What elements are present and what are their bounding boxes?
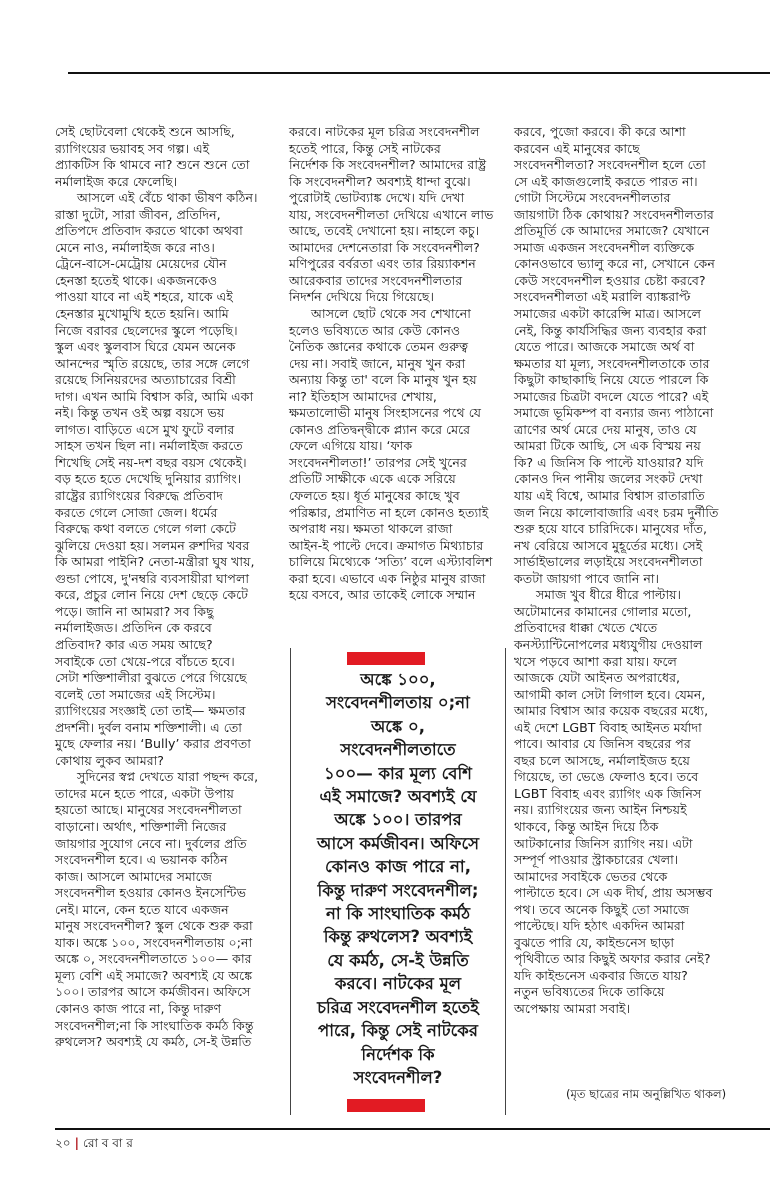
text-line: সাহস তখন ছিল না। নর্মালাইজ করতে [55,438,243,454]
text-line: আসলে ছোট থেকে সব শেখানো [311,306,471,322]
text-line: গোটা সিস্টেমে সংবেদনশীলতার [514,190,671,206]
pull-quote-box [290,648,506,1115]
text-line: র‍্যাগিংয়ের ভয়াবহ সব গল্প। এই [55,140,210,156]
text-line: পাবে। আবার যে জিনিস বছরের পর [514,736,691,752]
text-line: কি আমরা পাইনি? নেতা-মন্ত্রীরা ঘুষ খায়, [55,554,255,570]
text-line: কোনও প্রতিদ্বন্দ্বীকে প্ল্যান করে মেরে [289,421,471,437]
text-line: করবে, পুজো করবে। কী করে আশা [514,124,686,139]
text-line: সমাজের চিত্রটা বদলে যেতে পারে? এই [514,388,709,404]
text-line: নির্দেশক কি সংবেদনশীল? আমাদের রাষ্ট্র [289,157,487,173]
text-line: রাষ্ট্রের র‍্যাগিংয়ের বিরুদ্ধে প্রতিবাদ [55,488,223,504]
text-line: লাগত। বাড়িতে এসে মুখ ফুটে বলার [55,421,235,437]
text-line: মণিপুরের বর্বরতা এবং তার রিয়্যাকশন [289,256,476,272]
text-line: প্র্যাকটিস কি থামবে না? শুনে শুনে তো [55,157,250,173]
text-line: ট্রেনে-বাসে-মেট্রোয় মেয়েদের যৌন [55,256,227,272]
text-line: আমার বিশ্বাস আর কয়েক বছরের মধ্যে, [514,703,709,719]
text-line: ফেলতে হয়। ধূর্ত মানুষের কাছে খুব [289,488,460,504]
pull-quote-line: যে কর্মঠ, সে-ই উন্নতি [327,950,469,970]
text-line: কিছুটা কাছাকাছি নিয়ে যেতে পারলে কি [514,372,709,388]
text-line: আইন-ই পাল্টে দেবে। ক্রমাগত মিথ্যাচার [289,537,484,553]
text-line: সংবেদনশীল হওয়ার কোনও ইনসেন্টিভ [55,885,246,901]
pull-quote-line: সংবেদনশীল? [353,1067,443,1087]
text-line: পাওয়া যাবে না এই শহরে, যাকে এই [55,289,233,305]
text-line: পরিষ্কার, প্রমাণিত না হলে কোনও হত্যাই [289,504,489,520]
text-line: আজকে যেটা আইনত অপরাধের, [514,670,681,686]
text-line: করবে। নাটকের মূল চরিত্র সংবেদনশীল [289,124,480,139]
text-line: কোনও দিন পানীয় জলের সংকট দেখা [514,471,703,487]
text-line: নেই। মানে, কেন হতে যাবে একজন [55,901,229,917]
text-line: আসলে এই বেঁচে থাকা ভীষণ কঠিন। [77,190,258,206]
text-line: নই। কিন্তু তখন ওই অল্প বয়সে ভয় [55,405,225,421]
text-line: ত্রাণের অর্থ মেরে দেয় মানুষ, তাও যে [514,421,697,437]
text-line: আগামী কাল সেটা লিগাল হবে। যেমন, [514,686,706,702]
text-line: পথ। তবে অনেক কিছুই তো সমাজে [514,901,690,917]
text-line: কি? এ জিনিস কি পাল্টে যাওয়ার? যদি [514,454,704,470]
text-line: পাল্টেছে। যদি হঠাৎ একদিন আমরা [514,918,685,934]
pull-quote-bottom-bar [347,1099,425,1112]
text-line: মুছে ফেলার নয়। ‘Bully’ করার প্রবণতা [55,736,251,752]
text-line: হেনস্তা হতেই থাকে। একজনকেও [55,272,218,288]
text-line: চালিয়ে মিথ্যেকে ‘সত্যি’ বলে এস্ট্যাবলিশ [289,554,493,570]
pull-quote-line: অঙ্কে ০, [371,716,425,736]
text-line: করবেন এই মানুষের কাছে [514,140,640,156]
text-line: নতুন ভবিষ্যতের দিকে তাকিয়ে [514,984,665,1000]
page-footer [55,1135,133,1155]
top-rule [68,72,770,74]
text-line: সমাজ একজন সংবেদনশীল ব্যক্তিকে [514,239,695,255]
text-line: নেই, কিন্তু কার্যসিদ্ধির জন্য ব্যবহার করা [514,322,707,338]
text-line: শিখেছি সেই নয়-দশ বছর বয়স থেকেই। [55,454,247,470]
text-line: ১০০। তারপর আসে কর্মজীবন। অফিসে [55,984,251,1000]
text-line: সবাইকে তো খেয়ে-পরে বাঁচতে হবে। [55,653,235,669]
text-line: যায়, সংবেদনশীলতা দেখিয়ে এখানে লাভ [289,206,494,222]
publication-name: রো ব বা র [83,1136,133,1150]
text-line: নর্মালাইজড। প্রতিদিন কে করবে [55,620,212,636]
text-line: রাস্তা দুটো, সারা জীবন, প্রতিদিন, [55,206,221,222]
text-line: আমাদের দেশনেতারা কি সংবেদনশীল? [289,239,480,255]
text-line: গিয়েছে, তা ভেঙে ফেলাও হবে। তবে [514,769,699,785]
text-line: অঙ্কে ০, সংবেদনশীলতাতে ১০০— কার [55,951,252,967]
text-line: কি সংবেদনশীল? অবশ্যই ধান্দা বুঝে। [289,173,471,189]
text-line: করে, প্রচুর লোন নিয়ে দেশ ছেড়ে কেটে [55,587,249,603]
pull-quote-line: করবে। নাটকের মূল [334,974,462,994]
text-line: বছর চলে আসছে, নর্মালাইজড হয়ে [514,752,690,768]
text-line: করা হবে। এভাবে এক নিষ্ঠুর মানুষ রাজা [289,570,486,586]
pull-quote-line: নির্দেশক কি [361,1044,435,1064]
text-line: থাকবে, কিন্তু আইন দিয়ে ঠিক [514,818,659,834]
text-line: সংবেদনশীল;না কি সাংঘাতিক কর্মঠ কিন্তু [55,1017,254,1033]
pull-quote-line: এই সমাজে? অবশ্যই যে [319,787,477,807]
text-line: হলেও ভবিষ্যতে আর কেউ কোনও [289,322,461,338]
text-line: হেনস্তার মুখোমুখি হতে হয়নি। আমি [55,306,229,322]
text-line: বলেই তো সমাজের এই সিস্টেম। [55,686,216,702]
article-credit-note: (মৃত ছাত্রের নাম অনুল্লিখিত থাকল) [566,1087,727,1101]
text-line: পৃথিবীতে আর কিছুই অফার করার নেই? [514,951,711,967]
text-line: সমাজ খুব ধীরে ধীরে পাল্টায়। [536,587,682,603]
text-line: সে এই কাজগুলোই করতে পারত না। [514,173,698,189]
pull-quote-line: কিন্তু রুথলেস? অবশ্যই [323,927,473,947]
text-line: নিজে বরাবর ছেলেদের স্কুলে পড়েছি। [55,322,238,338]
article-column-2 [289,124,509,604]
text-line: সার্ভাইভালের লড়াইয়ে সংবেদনশীলতা [514,554,703,570]
text-line: অপরাধ নয়। ক্ষমতা থাকলে রাজা [289,521,453,537]
pull-quote-line: ১০০— কার মূল্য বেশি [324,763,472,783]
text-line: সম্পূর্ণ পাওয়ার স্ট্রাকচারের খেলা। [514,852,679,868]
text-line: যদি কাইন্ডনেস একবার জিতে যায়? [514,967,688,983]
text-line: পাল্টাতে হবে। সে এক দীর্ঘ, প্রায় অসম্ভব [514,885,713,901]
text-line: কোনও কাজ পারে না, কিন্তু দারুণ [55,1000,222,1016]
footer-separator: | [74,1136,79,1150]
text-line: প্রতিমূর্তি কে আমাদের সমাজে? যেখানে [514,223,710,239]
text-line: বিরুদ্ধে কথা বলতে গেলে গলা কেটে [55,521,237,537]
pull-quote-line: আসে কর্মজীবন। অফিসে [317,833,479,853]
text-line: ক্ষমতালোভী মানুষ সিংহাসনের পথে যে [289,405,482,421]
text-line: ক্ষমতার যা মূল্য, সংবেদনশীলতাকে তার [514,355,710,371]
text-line: সংবেদনশীলতা!’ তারপর সেই খুনের [289,454,467,470]
text-line: সেটা শক্তিশালীরা বুঝতে পেরে গিয়েছে [55,670,247,686]
pull-quote-line: চরিত্র সংবেদনশীল হতেই [317,997,479,1017]
text-line: অটোমানের কামানের গোলার মতো, [514,603,692,619]
pull-quote-top-bar [347,652,425,665]
text-line: নর্মালাইজ করে ফেলেছি। [55,173,178,189]
text-line: প্রতিপদে প্রতিবাদ করতে থাকো অথবা [55,223,243,239]
text-line: কতটা জায়গা পাবে জানি না। [514,570,660,586]
article-column-3 [514,124,742,1018]
text-line: অপেক্ষায় আমরা সবাই। [514,1000,631,1016]
text-line: সুদিনের স্বপ্ন দেখতে যারা পছন্দ করে, [77,769,259,785]
text-line: জায়গার সুযোগ নেবে না। দুর্বলের প্রতি [55,835,247,851]
text-line: দেয় না। সবাই জানে, মানুষ খুন করা [289,355,466,371]
pull-quote-text [291,668,505,1089]
text-line: যাক। অঙ্কে ১০০, সংবেদনশীলতায় ০;না [55,934,253,950]
text-line: কোনওভাবে ভ্যালু করে না, সেখানে কেন [514,256,715,272]
text-line: জায়গাটা ঠিক কোথায়? সংবেদনশীলতার [514,206,714,222]
bottom-rule [55,1128,770,1130]
text-line: সংবেদনশীল হবে। এ ভয়ানক কঠিন [55,852,228,868]
text-line: কেউ সংবেদনশীল হওয়ার চেষ্টা করবে? [514,272,706,288]
text-line: হতেই পারে, কিন্তু সেই নাটকের [289,140,441,156]
text-line: রুথলেস? অবশ্যই যে কর্মঠ, সে-ই উন্নতি [55,1034,252,1050]
text-line: আরেকবার তাদের সংবেদনশীলতার [289,272,463,288]
text-line: জল নিয়ে কালোবাজারি এবং চরম দুর্নীতি [514,504,719,520]
text-line: প্রতিবাদের ধাক্কা খেতে খেতে [514,620,658,636]
text-line: করতে গেলে সোজা জেল। ধর্মের [55,504,218,520]
text-line: সমাজের একটা কারেন্সি মাত্র। আসলে [514,306,701,322]
article-column-1 [55,124,283,1051]
text-line: যেতে পারে। আজকে সমাজে অর্থ বা [514,339,695,355]
text-line: মূল্য বেশি এই সমাজে? অবশ্যই যে অঙ্কে [55,967,253,983]
text-line: আমাদের সবাইকে ভেতর থেকে [514,868,668,884]
text-line: সংবেদনশীলতা? সংবেদনশীল হলে তো [514,157,706,173]
text-line: র‍্যাগিংয়ের সংজ্ঞাই তো তাই— ক্ষমতার [55,703,246,719]
text-line: আনন্দের স্মৃতি রয়েছে, তার সঙ্গে লেগে [55,355,250,371]
text-line: না? ইতিহাস আমাদের শেখায়, [289,388,437,404]
text-line: আছে, তবেই দেখানো হয়। নাহলে কচু। [289,223,480,239]
text-line: সমাজে ভূমিকম্প বা বন্যার জন্য পাঠানো [514,405,714,421]
text-line: কনস্ট্যান্টিনোপলের মধ্যযুগীয় দেওয়াল [514,636,703,652]
text-line: প্রদর্শনী। দুর্বল বনাম শক্তিশালী। এ তো [55,719,242,735]
text-line: LGBT বিবাহ এবং র‍্যাগিং এক জিনিস [514,785,702,801]
text-line: পুরোটাই ভোটব্যাঙ্ক দেখে। যদি দেখা [289,190,465,206]
text-line: মানুষ সংবেদনশীল? স্কুল থেকে শুরু করা [55,918,253,934]
text-line: দাগ। এখন আমি বিশ্বাস করি, আমি একা [55,388,254,404]
text-line: বড় হতে হতে দেখেছি দুনিয়ার র‍্যাগিং। [55,471,242,487]
text-line: নৈতিক জ্ঞানের কথাকে তেমন গুরুত্ব [289,339,469,355]
text-line: নয়। র‍্যাগিংয়ের জন্য আইন নিশ্চয়ই [514,802,687,818]
text-line: শুরু হয়ে যাবে চারিদিকে। মানুষের দাঁত, [514,521,707,537]
text-line: রয়েছে সিনিয়রদের অত্যাচারের বিশ্রী [55,372,236,388]
text-line: প্রতিটি সাক্ষীকে একে একে সরিয়ে [289,471,456,487]
text-line: পড়ে। জানি না আমরা? সব কিছু [55,603,214,619]
pull-quote-line: কিন্তু দারুণ সংবেদনশীল; [317,880,479,900]
text-line: কোথায় লুকব আমরা? [55,752,164,768]
text-line: আটকানোর জিনিস র‍্যাগিং নয়। এটা [514,835,693,851]
text-line: স্কুল এবং স্কুলবাস ঘিরে যেমন অনেক [55,339,236,355]
text-line: প্রতিবাদ? কার এত সময় আছে? [55,636,213,652]
text-line: বাড়ানো। অর্থাৎ, শক্তিশালী নিজের [55,818,227,834]
pull-quote-line: অঙ্কে ১০০। তারপর [334,810,462,830]
text-line: ফেলে এগিয়ে যায়। ‘ফাক [289,438,413,454]
text-line: খসে পড়বে আশা করা যায়। ফলে [514,653,677,669]
pull-quote-line: পারে, কিন্তু সেই নাটকের [318,1021,478,1041]
pull-quote-line: কোনও কাজ পারে না, [325,857,471,877]
text-line: সেই ছোটবেলা থেকেই শুনে আসছি, [55,124,235,139]
text-line: বুঝতে পারি যে, কাইন্ডনেস ছাড়া [514,934,675,950]
text-line: গুন্ডা পোষে, দু'নম্বরি ব্যবসায়ীরা ঘাপলা [55,570,250,586]
text-line: মেনে নাও, নর্মালাইজ করে নাও। [55,239,215,255]
text-line: তাদের মনে হতে পারে, একটা উপায় [55,785,234,801]
text-line: অন্যায় কিন্তু তা' বলে কি মানুষ খুন হয় [289,372,477,388]
text-line: নিদর্শন দেখিয়ে দিয়ে গিয়েছে। [289,289,435,305]
text-line: কাজ। আসলে আমাদের সমাজে [55,868,212,884]
text-line: এই দেশে LGBT বিবাহ আইনত মর্যাদা [514,719,702,735]
pull-quote-line: না কি সাংঘাতিক কর্মঠ [325,904,471,924]
pull-quote-line: সংবেদনশীলতাতে [340,740,456,760]
text-line: নখ বেরিয়ে আসবে মুহূর্তের মধ্যে। সেই [514,537,703,553]
text-line: হয়তো আছে। মানুষের সংবেদনশীলতা [55,802,242,818]
text-line: যায় এই বিশ্বে, আমার বিশ্বাস রাতারাতি [514,488,705,504]
text-line: হয়ে বসবে, আর তাকেই লোকে সম্মান [289,587,476,603]
pull-quote-line: সংবেদনশীলতায় ০;না [326,693,470,713]
page-number: ২০ [55,1136,71,1150]
pull-quote-line: অঙ্কে ১০০, [360,670,436,689]
text-line: ঝুলিয়ে দেওয়া হয়। সলমন রুশদির খবর [55,537,250,553]
text-line: সংবেদনশীলতা এই মরালি ব্যাঙ্করাপ্ট [514,289,691,305]
text-line: আমরা টিকে আছি, সে এক বিস্ময় নয় [514,438,701,454]
